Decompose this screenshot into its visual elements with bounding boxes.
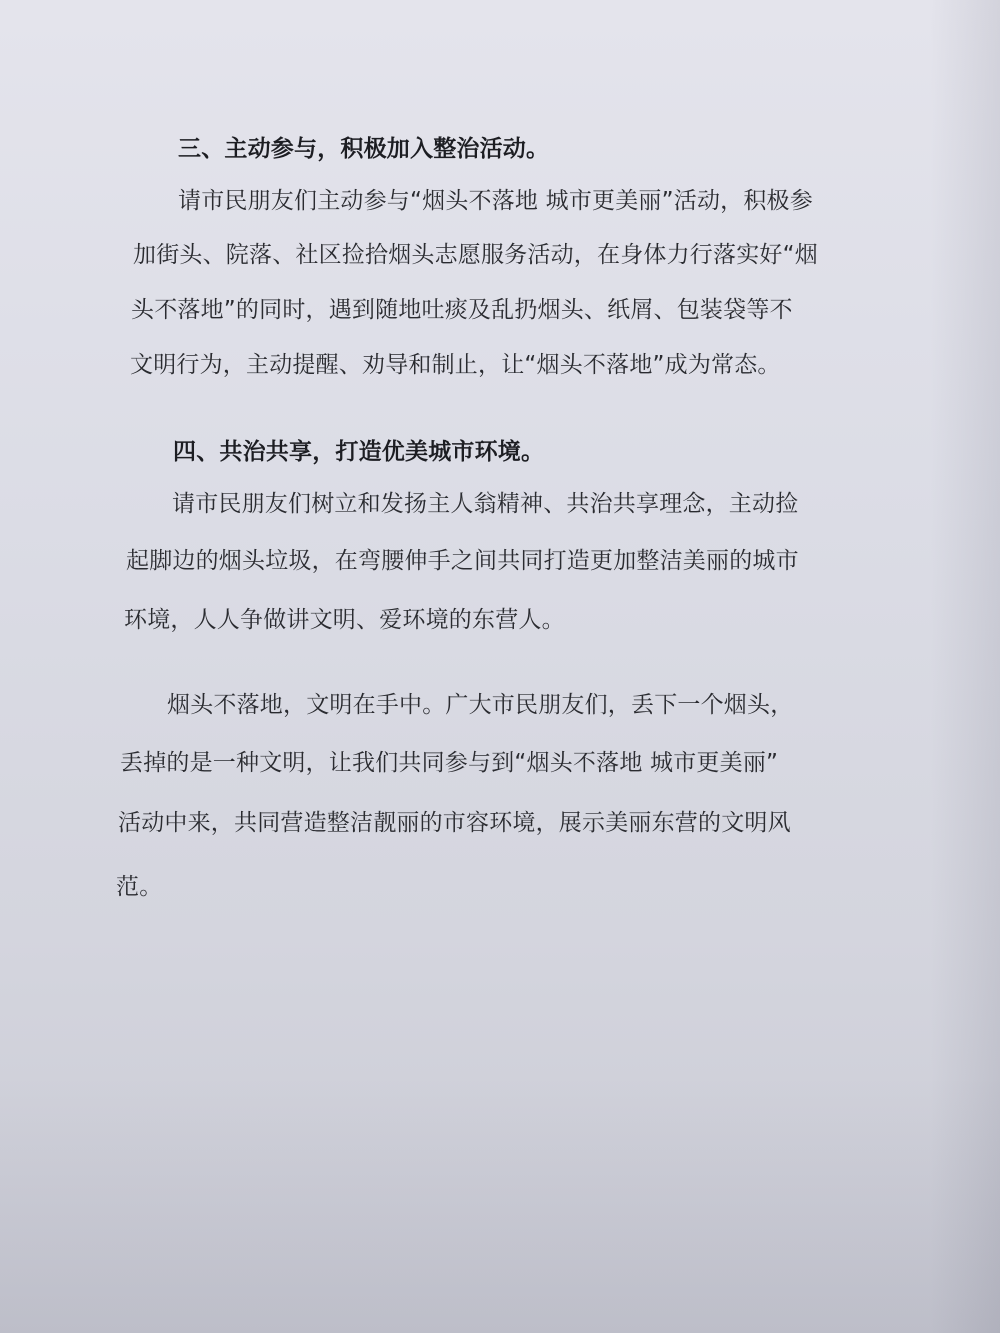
- section-four-line-2: 起脚边的烟头垃圾，在弯腰伸手之间共同打造更加整洁美丽的城市: [126, 548, 799, 574]
- closing-line-1: 烟头不落地，文明在手中。广大市民朋友们，丢下一个烟头，: [167, 692, 794, 718]
- section-four-line-1: 请市民朋友们树立和发扬主人翁精神、共治共享理念，主动捡: [172, 491, 799, 517]
- section-three-line-3: 头不落地”的同时，遇到随地吐痰及乱扔烟头、纸屑、包装袋等不: [131, 297, 793, 323]
- section-three-line-1: 请市民朋友们主动参与“烟头不落地 城市更美丽”活动，积极参: [178, 188, 813, 214]
- section-four-heading: 四、共治共享，打造优美城市环境。: [173, 439, 545, 465]
- section-four-line-3: 环境，人人争做讲文明、爱环境的东营人。: [124, 607, 565, 633]
- closing-line-4: 范。: [116, 874, 163, 900]
- section-three-line-2: 加街头、院落、社区捡拾烟头志愿服务活动，在身体力行落实好“烟: [133, 242, 818, 268]
- page-shadow-bottom: [0, 1073, 1000, 1333]
- closing-line-2: 丢掉的是一种文明，让我们共同参与到“烟头不落地 城市更美丽”: [120, 750, 779, 776]
- section-three-heading: 三、主动参与，积极加入整治活动。: [178, 136, 550, 162]
- section-three-line-4: 文明行为，主动提醒、劝导和制止，让“烟头不落地”成为常态。: [130, 352, 781, 378]
- closing-line-3: 活动中来，共同营造整洁靓丽的市容环境，展示美丽东营的文明风: [118, 810, 791, 836]
